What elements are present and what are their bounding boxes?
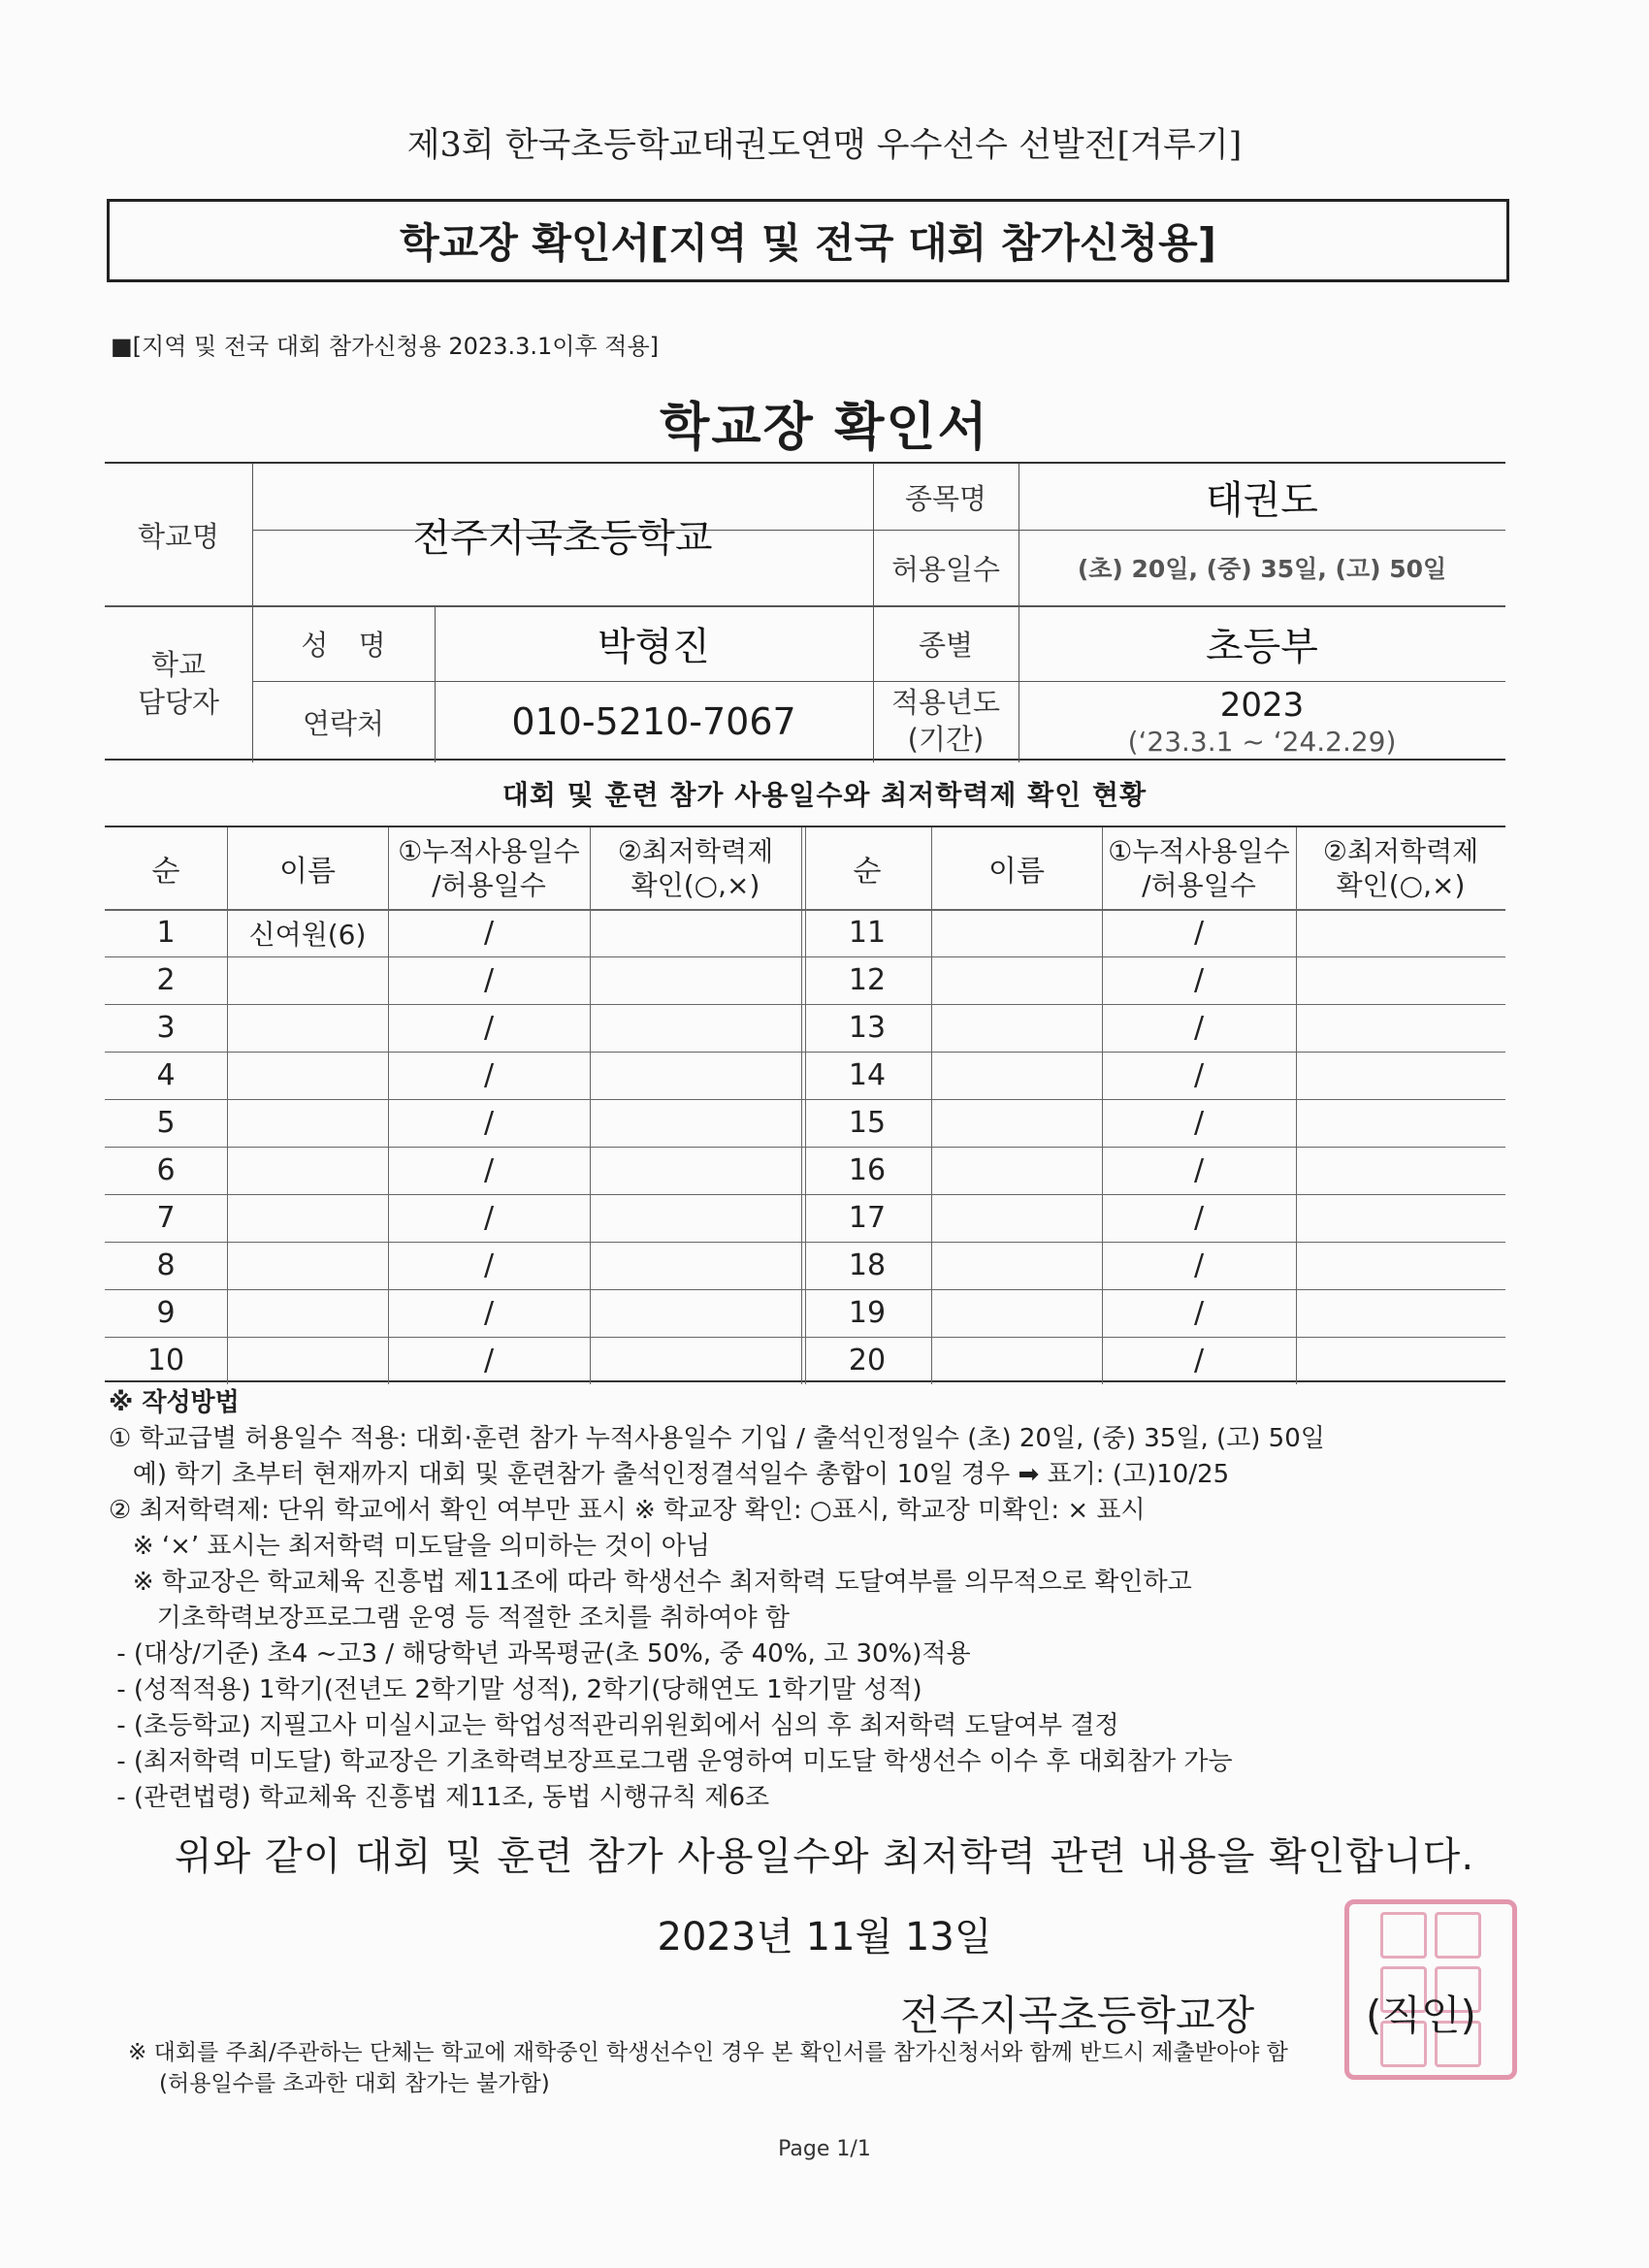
roster-no-cell: 17 (848, 1201, 887, 1235)
roster-check-cell (590, 1004, 801, 1052)
roster-name-cell (227, 956, 388, 1004)
roster-name-cell (931, 1242, 1102, 1289)
year-label (873, 681, 1018, 762)
instruction-line: ① 학교급별 허용일수 적용: 대회·훈련 참가 누적사용일수 기입 / 출석인정일수 (초) 20일, (중) 35일, (고) 50일 (109, 1424, 1325, 1453)
roster-name-cell (227, 1194, 388, 1242)
year-value: 2023 (1219, 685, 1305, 725)
allowed-days-value: (초) 20일, (중) 35일, (고) 50일 (1077, 555, 1447, 583)
principal-name: 전주지곡초등학교장 (900, 1992, 1255, 2039)
roster-name-cell (931, 1099, 1102, 1147)
form-heading: 학교장 확인서[지역 및 전국 대회 참가신청용] (107, 199, 1509, 282)
roster-check-cell (590, 1194, 801, 1242)
instruction-line: - (관련법령) 학교체육 진흥법 제11조, 동법 시행규칙 제6조 (109, 1783, 770, 1812)
roster-no-cell: 8 (156, 1248, 176, 1282)
roster-no-cell: 15 (848, 1106, 887, 1140)
instruction-line: - (초등학교) 지필고사 미실시교는 학업성적관리위원회에서 심의 후 최저학력 도달여부 결정 (109, 1711, 1119, 1740)
name-label: 성 명 (301, 628, 386, 662)
roster-check-cell (590, 1099, 801, 1147)
header-grade-right-line1: ②최저학력제 (1322, 835, 1479, 867)
roster-no-cell: 18 (848, 1248, 887, 1282)
header-name-left: 이름 (279, 855, 336, 889)
roster-no-cell: 20 (848, 1344, 887, 1377)
footnote-line1: ※ 대회를 주최/주관하는 단체는 학교에 재학중인 학생선수인 경우 본 확인서를 참가신청서와 함께 반드시 제출받아야 함 (128, 2040, 1288, 2065)
header-days-left (388, 827, 590, 909)
roster-check-cell (590, 1337, 801, 1384)
roster-days-cell: / (1193, 1011, 1205, 1045)
roster-check-cell (1296, 956, 1505, 1004)
roster-no-cell: 2 (156, 963, 176, 997)
seal-label: (직인) (1366, 1992, 1476, 2039)
roster-days-cell: / (483, 963, 495, 997)
roster-days-cell: / (483, 1248, 495, 1282)
roster-check-cell (1296, 1052, 1505, 1099)
roster-check-cell (1296, 1004, 1505, 1052)
roster-name-cell (931, 956, 1102, 1004)
instruction-line: - (최저학력 미도달) 학교장은 기초학력보장프로그램 운영하여 미도달 학생선수 이수 후 대회참가 가능 (109, 1747, 1233, 1776)
roster-days-cell: / (1193, 1153, 1205, 1187)
contact-label: 연락처 (302, 706, 385, 740)
roster-days-cell: / (1193, 1296, 1205, 1330)
roster-no-cell: 19 (848, 1296, 887, 1330)
roster-days-cell: / (1193, 1248, 1205, 1282)
roster-days-cell: / (1193, 1058, 1205, 1092)
header-days-right-line2: /허용일수 (1142, 869, 1256, 901)
roster-no-cell: 14 (848, 1058, 887, 1092)
sport-value: 태권도 (1206, 477, 1318, 523)
document-title: 학교장 확인서 (660, 398, 989, 457)
roster-check-cell (590, 1147, 801, 1194)
roster-check-cell (590, 1289, 801, 1337)
roster-name-cell (931, 1289, 1102, 1337)
roster-days-cell: / (483, 1058, 495, 1092)
applied-note: ■[지역 및 전국 대회 참가신청용 2023.3.1이후 적용] (111, 333, 659, 360)
roster-name-cell (931, 1147, 1102, 1194)
roster-name-cell (227, 1289, 388, 1337)
header-name-right: 이름 (988, 855, 1045, 889)
roster-days-cell: / (483, 1153, 495, 1187)
roster-check-cell (1296, 1242, 1505, 1289)
roster-name-cell (227, 1099, 388, 1147)
instructions-heading: ※ 작성방법 (109, 1388, 240, 1417)
issue-date: 2023년 11월 13일 (657, 1915, 992, 1960)
header-grade-left-line1: ②최저학력제 (617, 835, 774, 867)
category-value: 초등부 (1206, 624, 1318, 669)
roster-days-cell: / (1193, 1344, 1205, 1377)
instruction-line: 기초학력보장프로그램 운영 등 적절한 조치를 취하여야 함 (109, 1604, 790, 1633)
roster-table (105, 826, 1505, 1382)
roster-name-cell (227, 1052, 388, 1099)
instruction-line: - (대상/기준) 초4 ~고3 / 해당학년 과목평균(초 50%, 중 40%, 고 30%)적용 (109, 1639, 971, 1669)
roster-no-cell: 1 (156, 916, 176, 950)
manager-label-line1: 학교 (150, 647, 207, 681)
manager-label-line2: 담당자 (137, 686, 220, 719)
roster-no-cell: 3 (156, 1011, 176, 1045)
instruction-line: ※ 학교장은 학교체육 진흥법 제11조에 따라 학생선수 최저학력 도달여부를 의무적으로 확인하고 (109, 1568, 1192, 1597)
confirmation-statement: 위와 같이 대회 및 훈련 참가 사용일수와 최저학력 관련 내용을 확인합니다. (174, 1834, 1475, 1879)
school-label: 학교명 (137, 519, 220, 553)
event-title: 제3회 한국초등학교태권도연맹 우수선수 선발전[겨루기] (406, 126, 1243, 165)
roster-no-cell: 16 (848, 1153, 887, 1187)
roster-days-cell: / (1193, 1106, 1205, 1140)
roster-check-cell (1296, 1147, 1505, 1194)
roster-check-cell (590, 1052, 801, 1099)
name-value: 박형진 (598, 624, 710, 669)
header-no-left: 순 (151, 855, 180, 889)
roster-check-cell (1296, 1337, 1505, 1384)
roster-no-cell: 10 (146, 1344, 185, 1377)
status-title: 대회 및 훈련 참가 사용일수와 최저학력제 확인 현황 (501, 779, 1148, 811)
roster-days-cell: / (1193, 916, 1205, 950)
roster-days-cell: / (483, 916, 495, 950)
roster-no-cell: 13 (848, 1011, 887, 1045)
header-grade-right-line2: 확인(○,×) (1336, 869, 1466, 901)
roster-name-cell (931, 1337, 1102, 1384)
roster-no-cell: 9 (156, 1296, 176, 1330)
roster-days-cell: / (1193, 1201, 1205, 1235)
roster-days-cell: / (1193, 963, 1205, 997)
roster-name-cell (227, 1147, 388, 1194)
roster-days-cell: / (483, 1344, 495, 1377)
year-label-line1: 적용년도 (890, 686, 1001, 720)
year-label-line2: (기간) (907, 723, 985, 756)
roster-check-cell (1296, 1099, 1505, 1147)
instruction-line: - (성적적용) 1학기(전년도 2학기말 성적), 2학기(당해연도 1학기말 성적) (109, 1675, 922, 1704)
header-grade-left-line2: 확인(○,×) (630, 869, 760, 901)
year-period: (‘23.3.1 ~ ‘24.2.29) (1127, 725, 1397, 758)
allowed-days-label: 허용일수 (890, 552, 1001, 586)
instruction-line: ※ ‘×’ 표시는 최저학력 미도달을 의미하는 것이 아님 (109, 1532, 710, 1561)
header-days-right (1102, 827, 1296, 909)
roster-days-cell: / (483, 1106, 495, 1140)
roster-days-cell: / (483, 1201, 495, 1235)
roster-name-cell (931, 909, 1102, 956)
footnote (128, 2037, 1288, 2099)
roster-check-cell (1296, 1194, 1505, 1242)
roster-name-cell (227, 1242, 388, 1289)
roster-check-cell (1296, 1289, 1505, 1337)
instruction-line: 예) 학기 초부터 현재까지 대회 및 훈련참가 출석인정결석일수 총합이 10일 경우 ➡ 표기: (고)10/25 (109, 1460, 1230, 1489)
roster-name-cell (931, 1194, 1102, 1242)
header-days-left-line2: /허용일수 (432, 869, 546, 901)
info-table (105, 462, 1505, 761)
school-value: 전주지곡초등학교 (412, 515, 713, 561)
roster-check-cell (1296, 909, 1505, 956)
roster-no-cell: 4 (156, 1058, 176, 1092)
roster-name-cell (227, 1004, 388, 1052)
header-grade-right (1296, 827, 1505, 909)
roster-no-cell: 5 (156, 1106, 176, 1140)
roster-name-cell (931, 1004, 1102, 1052)
year-value-cell (1018, 681, 1505, 762)
roster-no-cell: 7 (156, 1201, 176, 1235)
contact-value: 010-5210-7067 (511, 700, 796, 743)
page-number: Page 1/1 (778, 2137, 871, 2161)
header-grade-left (590, 827, 801, 909)
footnote-line2: (허용일수를 초과한 대회 참가는 불가함) (159, 2071, 550, 2096)
roster-no-cell: 11 (848, 916, 887, 950)
roster-check-cell (590, 909, 801, 956)
roster-name-cell: 신여원(6) (248, 918, 367, 951)
header-days-right-line1: ①누적사용일수 (1108, 835, 1290, 867)
category-label: 종별 (918, 628, 974, 662)
roster-check-cell (590, 956, 801, 1004)
manager-label (105, 605, 252, 762)
roster-name-cell (227, 1337, 388, 1384)
roster-no-cell: 12 (848, 963, 887, 997)
roster-days-cell: / (483, 1011, 495, 1045)
instruction-line: ② 최저학력제: 단위 학교에서 확인 여부만 표시 ※ 학교장 확인: ○표시, 학교장 미확인: × 표시 (109, 1496, 1146, 1525)
roster-no-cell: 6 (156, 1153, 176, 1187)
roster-check-cell (590, 1242, 801, 1289)
roster-days-cell: / (483, 1296, 495, 1330)
header-no-right: 순 (853, 855, 882, 889)
header-days-left-line1: ①누적사용일수 (398, 835, 580, 867)
instructions (109, 1385, 1525, 1816)
roster-name-cell (931, 1052, 1102, 1099)
sport-label: 종목명 (904, 481, 987, 515)
